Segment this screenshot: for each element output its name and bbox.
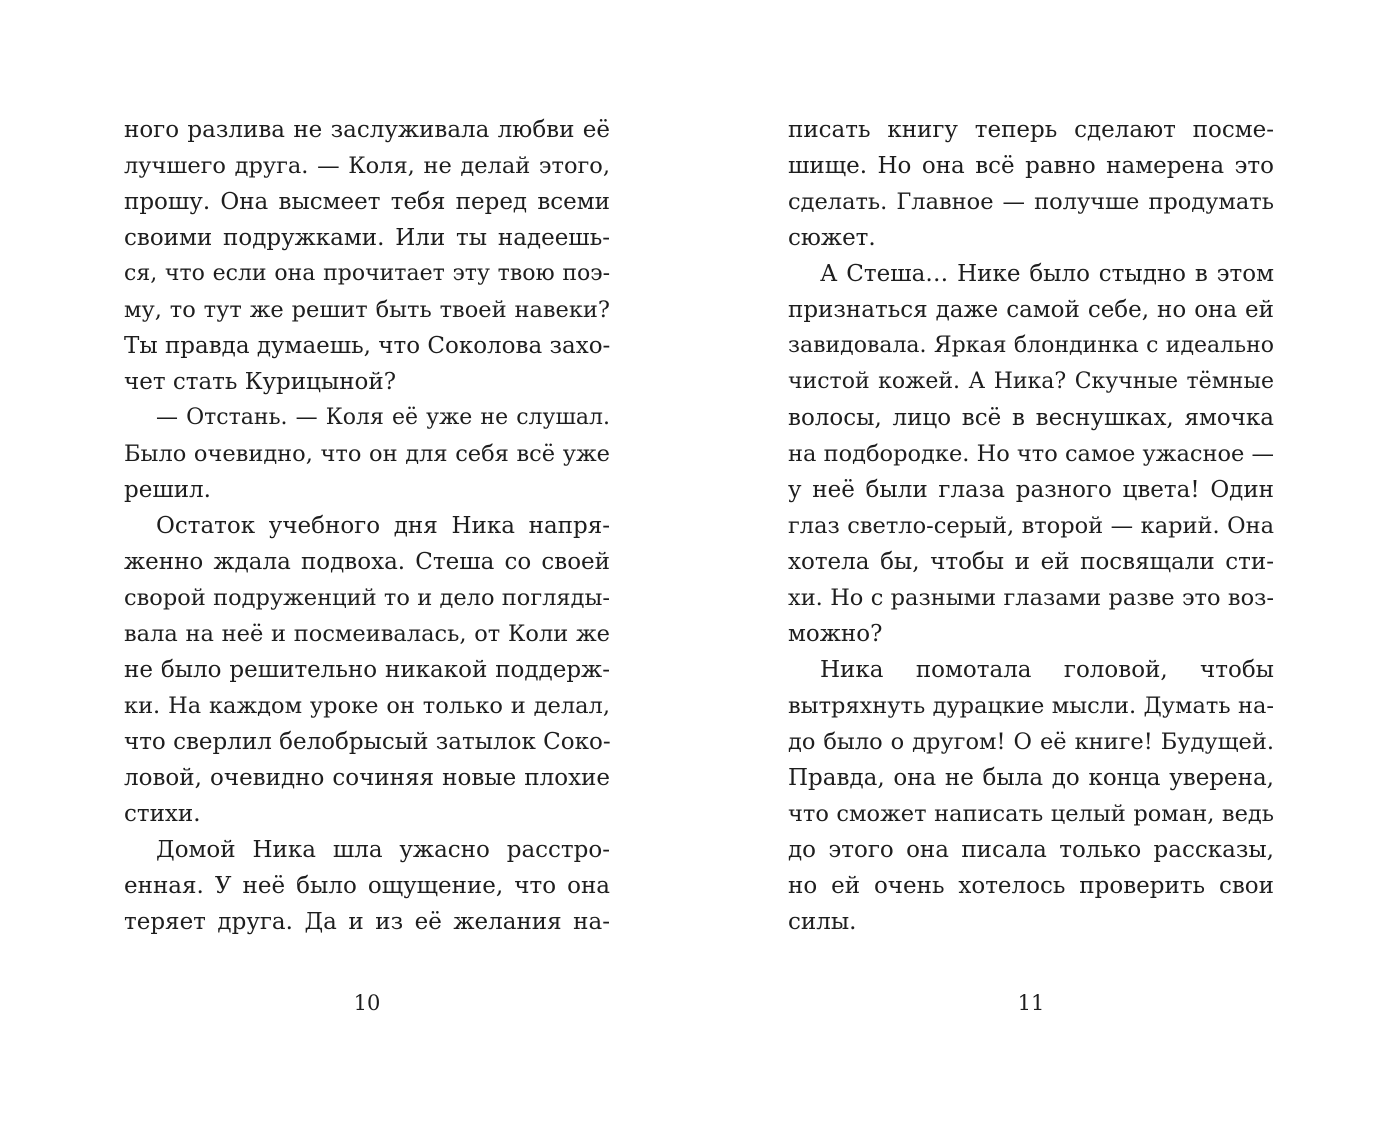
text-line: прошу. Она высмеет тебя перед всеми <box>124 189 610 215</box>
text-line: волосы, лицо всё в веснушках, ямочка <box>788 405 1274 431</box>
text-line: Было очевидно, что он для себя всё уже <box>124 441 610 467</box>
text-line: ного разлива не заслуживала любви её <box>124 117 610 143</box>
text-line: хи. Но с разными глазами разве это воз- <box>788 585 1274 611</box>
text-line: признаться даже самой себе, но она ей <box>788 297 1274 323</box>
text-line: женно ждала подвоха. Стеша со своей <box>124 549 610 575</box>
text-line: ловой, очевидно сочиняя новые плохие <box>124 765 610 791</box>
text-line: что сможет написать целый роман, ведь <box>788 801 1274 827</box>
text-line: что сверлил белобрысый затылок Соко- <box>124 729 611 755</box>
text-line: сделать. Главное — получше продумать <box>788 189 1274 215</box>
text-line: сворой подруженций то и дело погляды- <box>124 585 610 611</box>
text-line: сюжет. <box>788 225 876 251</box>
text-line: енная. У неё было ощущение, что она <box>124 873 610 899</box>
text-line: своими подружками. Или ты надеешь- <box>124 225 610 251</box>
text-line: теряет друга. Да и из её желания на- <box>124 909 610 935</box>
text-line: чистой кожей. А Ника? Скучные тёмные <box>788 369 1274 394</box>
text-line: завидовала. Яркая блондинка с идеально <box>788 333 1274 358</box>
text-line: хотела бы, чтобы и ей посвящали сти- <box>788 549 1274 575</box>
text-line: вала на неё и посмеивалась, от Коли же <box>124 621 610 647</box>
text-line: Ты правда думаешь, что Соколова захо- <box>124 333 611 359</box>
right-page-text <box>788 112 1274 940</box>
text-line: не было решительно никакой поддерж- <box>124 657 610 683</box>
text-line: можно? <box>788 621 883 647</box>
text-line: Ника помотала головой, чтобы <box>820 657 1274 683</box>
text-line: лучшего друга. — Коля, не делай этого, <box>124 153 610 179</box>
text-line: до было о другом! О её книге! Будущей. <box>788 729 1274 755</box>
text-line: у неё были глаза разного цвета! Один <box>788 477 1274 503</box>
text-line: но ей очень хотелось проверить свои <box>788 873 1274 899</box>
text-line: Правда, она не была до конца уверена, <box>788 765 1274 791</box>
text-line: Домой Ника шла ужасно расстро- <box>156 837 610 863</box>
text-line: ся, что если она прочитает эту твою поэ- <box>124 261 610 286</box>
text-line: стихи. <box>124 801 201 827</box>
text-line: — Отстань. — Коля её уже не слушал. <box>156 405 610 430</box>
text-line: силы. <box>788 909 857 935</box>
text-line: А Стеша… Нике было стыдно в этом <box>820 261 1274 287</box>
text-line: шище. Но она всё равно намерена это <box>788 153 1274 179</box>
text-line: до этого она писала только рассказы, <box>788 837 1274 863</box>
text-line: чет стать Курицыной? <box>124 369 397 395</box>
left-page-text <box>124 112 610 940</box>
text-line: писать книгу теперь сделают посме- <box>788 117 1274 143</box>
text-line: ки. На каждом уроке он только и делал, <box>124 693 610 719</box>
text-line: глаз светло-серый, второй — карий. Она <box>788 513 1274 539</box>
text-line: му, то тут же решит быть твоей навеки? <box>124 297 610 323</box>
page-number-left: 10 <box>353 991 381 1015</box>
text-line: на подбородке. Но что самое ужасное — <box>788 441 1274 467</box>
page-number-right: 11 <box>1017 991 1045 1015</box>
text-line: Остаток учебного дня Ника напря- <box>156 513 610 539</box>
text-line: решил. <box>124 477 211 503</box>
text-line: вытряхнуть дурацкие мысли. Думать на- <box>788 693 1274 719</box>
